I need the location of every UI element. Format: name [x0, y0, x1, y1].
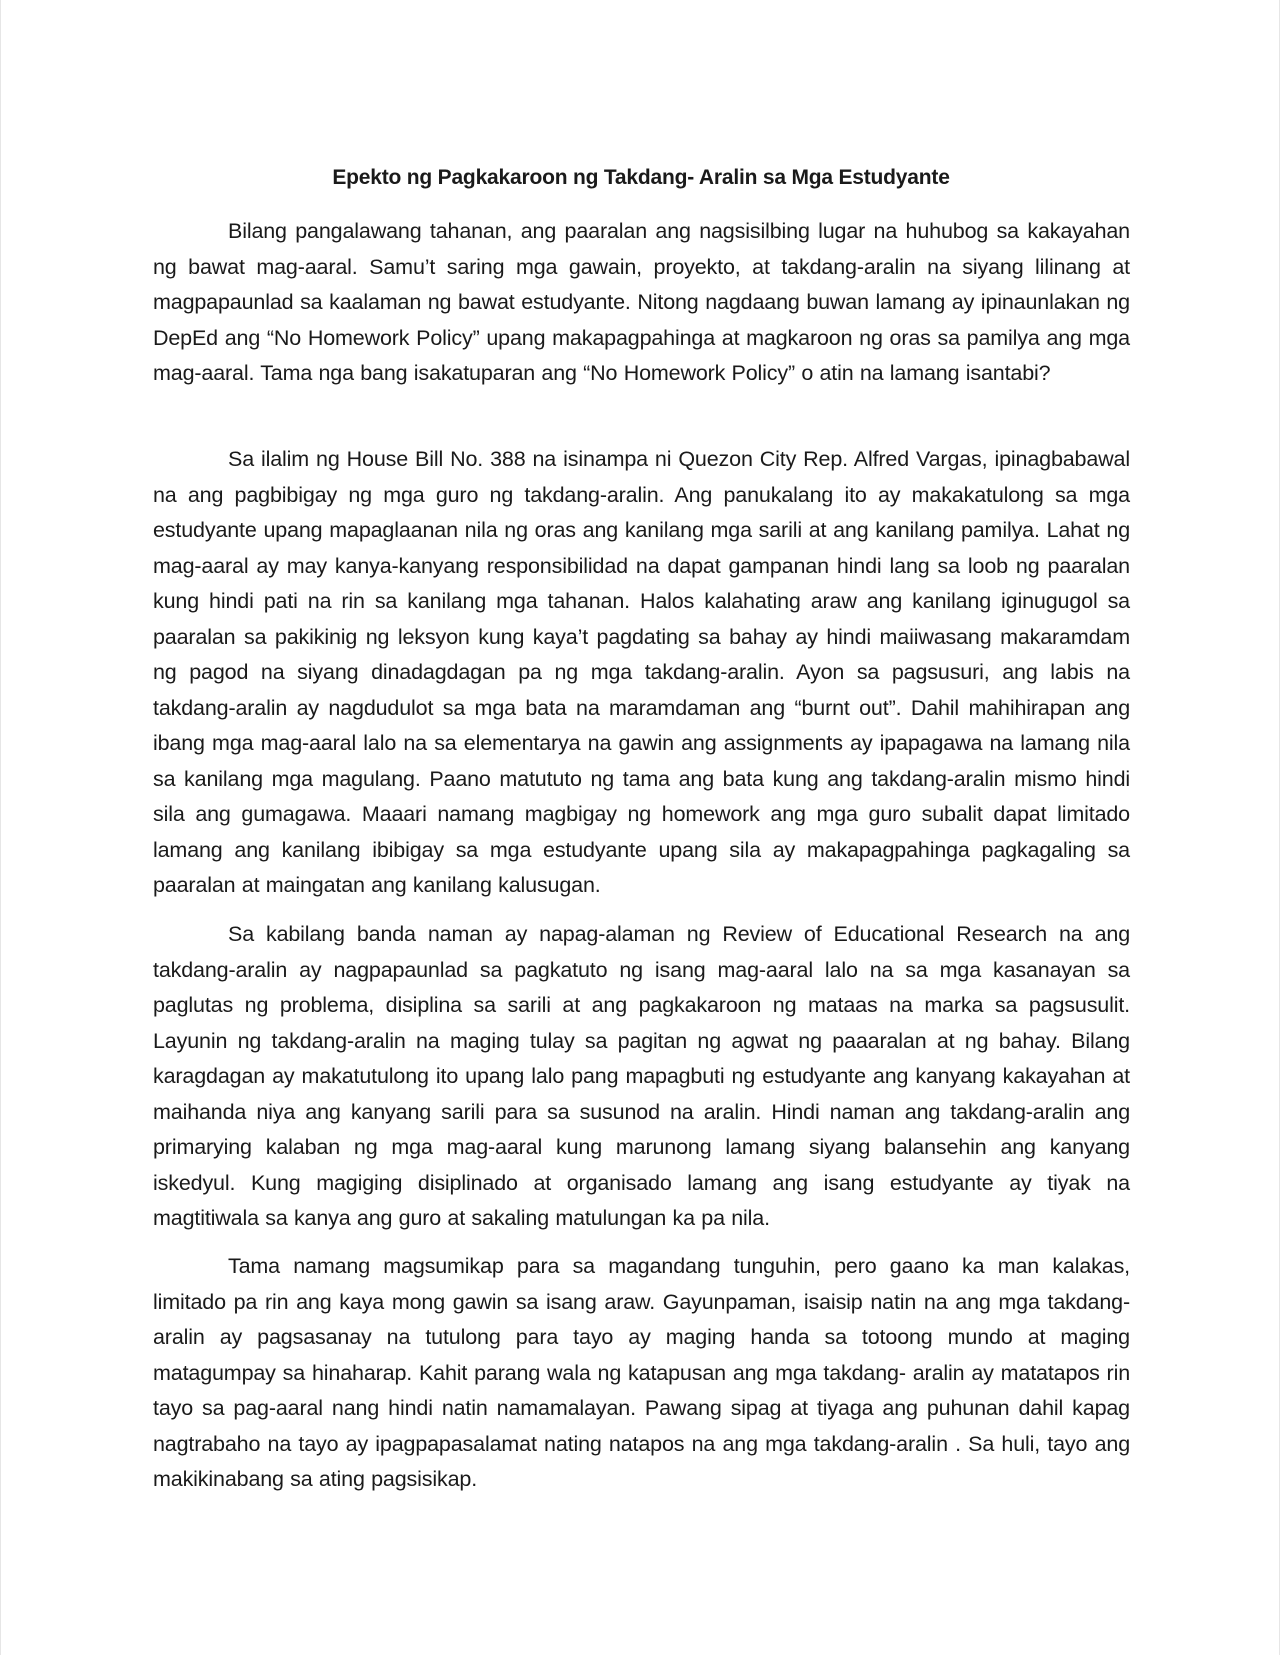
paragraph-counterpoint: Sa kabilang banda naman ay napag-alaman ng Review of Educational Research na ang takdang-aralin ay nagpapaunlad sa pagkatuto ng isang mag-aaral lalo na sa mga kasanayan sa paglutas ng problema, disiplina sa sarili at ang pagkakaroon ng mataas na marka sa pagsusulit. Layunin ng takdang-aralin na maging tulay sa pagitan ng agwat ng paaaralan at ng bahay. Bilang karagdagan ay makatutulong ito upang lalo pang mapagbuti ng estudyante ang kanyang kakayahan at maihanda niya ang kanyang sarili para sa susunod na aralin. Hindi naman ang takdang-aralin ang primarying kalaban ng mga mag-aaral kung marunong lamang siyang balansehin ang kanyang iskedyul. Kung magiging disiplinado at organisado lamang ang isang estudyante ay tiyak na magtitiwala sa kanya ang guro at sakaling matulungan ka pa nila. [153, 922, 1130, 1230]
paragraph-intro: Bilang pangalawang tahanan, ang paaralan ang nagsisilbing lugar na huhubog sa kakayahan ng bawat mag-aaral. Samu’t saring mga gawain, proyekto, at takdang-aralin na siyang lilinang at magpapaunlad sa kaalaman ng bawat estudyante. Nitong nagdaang buwan lamang ay ipinaunlakan ng DepEd ang “No Homework Policy” upang makapagpahinga at magkaroon ng oras sa pamilya ang mga mag-aaral. Tama nga bang isakatuparan ang “No Homework Policy” o atin na lamang isantabi? [153, 219, 1130, 385]
document-title: Epekto ng Pagkakaroon ng Takdang- Aralin sa Mga Estudyante [332, 166, 950, 189]
paragraph-conclusion: Tama namang magsumikap para sa magandang tunguhin, pero gaano ka man kalakas, limitado pa rin ang kaya mong gawin sa isang araw. Gayunpaman, isaisip natin na ang mga takdang-aralin ay pagsasanay na tutulong para tayo ay maging handa sa totoong mundo at maging matagumpay sa hinaharap. Kahit parang wala ng katapusan ang mga takdang- aralin ay matatapos rin tayo sa pag-aaral nang hindi natin namamalayan. Pawang sipag at tiyaga ang puhunan dahil kapag nagtrabaho na tayo ay ipagpapasalamat nating natapos na ang mga takdang-aralin . Sa huli, tayo ang makikinabang sa ating pagsisikap. [153, 1254, 1130, 1491]
paragraph-house-bill: Sa ilalim ng House Bill No. 388 na isinampa ni Quezon City Rep. Alfred Vargas, ipinagbabawal na ang pagbibigay ng mga guro ng takdang-aralin. Ang panukalang ito ay makakatulong sa mga estudyante upang mapaglaanan nila ng oras ang kanilang mga sarili at ang kanilang pamilya. Lahat ng mag-aaral ay may kanya-kanyang responsibilidad na dapat gampanan hindi lang sa loob ng paaralan kung hindi pati na rin sa kanilang mga tahanan. Halos kalahating araw ang kanilang iginugugol sa paaralan sa pakikinig ng leksyon kung kaya’t pagdating sa bahay ay hindi maiiwasang makaramdam ng pagod na siyang dinadagdagan pa ng mga takdang-aralin. Ayon sa pagsusuri, ang labis na takdang-aralin ay nagdudulot sa mga bata na maramdaman ang “burnt out”. Dahil mahihirapan ang ibang mga mag-aaral lalo na sa elementarya na gawin ang assignments ay ipapagawa na lamang nila sa kanilang mga magulang. Paano matututo ng tama ang bata kung ang takdang-aralin mismo hindi sila ang gumagawa. Maaari namang magbigay ng homework ang mga guro subalit dapat limitado lamang ang kanilang ibibigay sa mga estudyante upang sila ay makapagpahinga pagkagaling sa paaralan at maingatan ang kanilang kalusugan. [153, 447, 1130, 897]
